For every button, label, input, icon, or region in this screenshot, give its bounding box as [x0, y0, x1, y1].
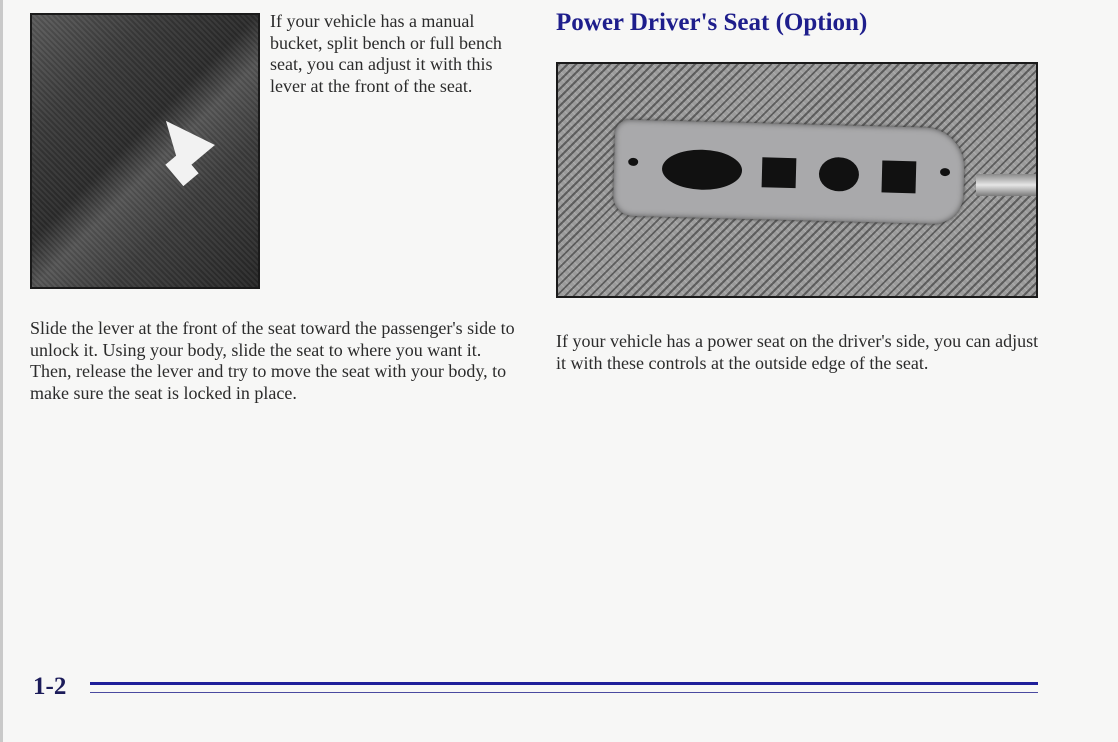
page-number: 1-2: [33, 673, 67, 700]
lever-caption: If your vehicle has a manual bucket, split bench or full bench seat, you can adjust it with this lever at the front of the seat.: [270, 11, 502, 97]
round-switch: [819, 157, 860, 192]
lever-instructions: Slide the lever at the front of the seat toward the passenger's side to unlock it. Using your body, slide the seat to where you want it. Then, release the lever and try to move the seat with your body, to make sure the seat is locked in place.: [30, 318, 515, 404]
power-seat-controls-photo: [556, 62, 1038, 298]
seat-frame-tube: [976, 174, 1036, 196]
seat-lever-photo: [30, 13, 260, 289]
oval-switch: [662, 149, 743, 191]
screw-hole: [628, 158, 638, 166]
screw-hole: [940, 168, 950, 176]
square-switch: [762, 157, 797, 188]
control-panel: [613, 119, 965, 224]
footer-rule-thick: [90, 682, 1038, 685]
page-edge: [0, 0, 3, 742]
footer-rule-thin: [90, 692, 1038, 693]
square-switch: [881, 160, 916, 193]
section-heading: Power Driver's Seat (Option): [556, 9, 868, 36]
power-seat-description: If your vehicle has a power seat on the driver's side, you can adjust it with these controls at the outside edge of the seat.: [556, 331, 1039, 373]
